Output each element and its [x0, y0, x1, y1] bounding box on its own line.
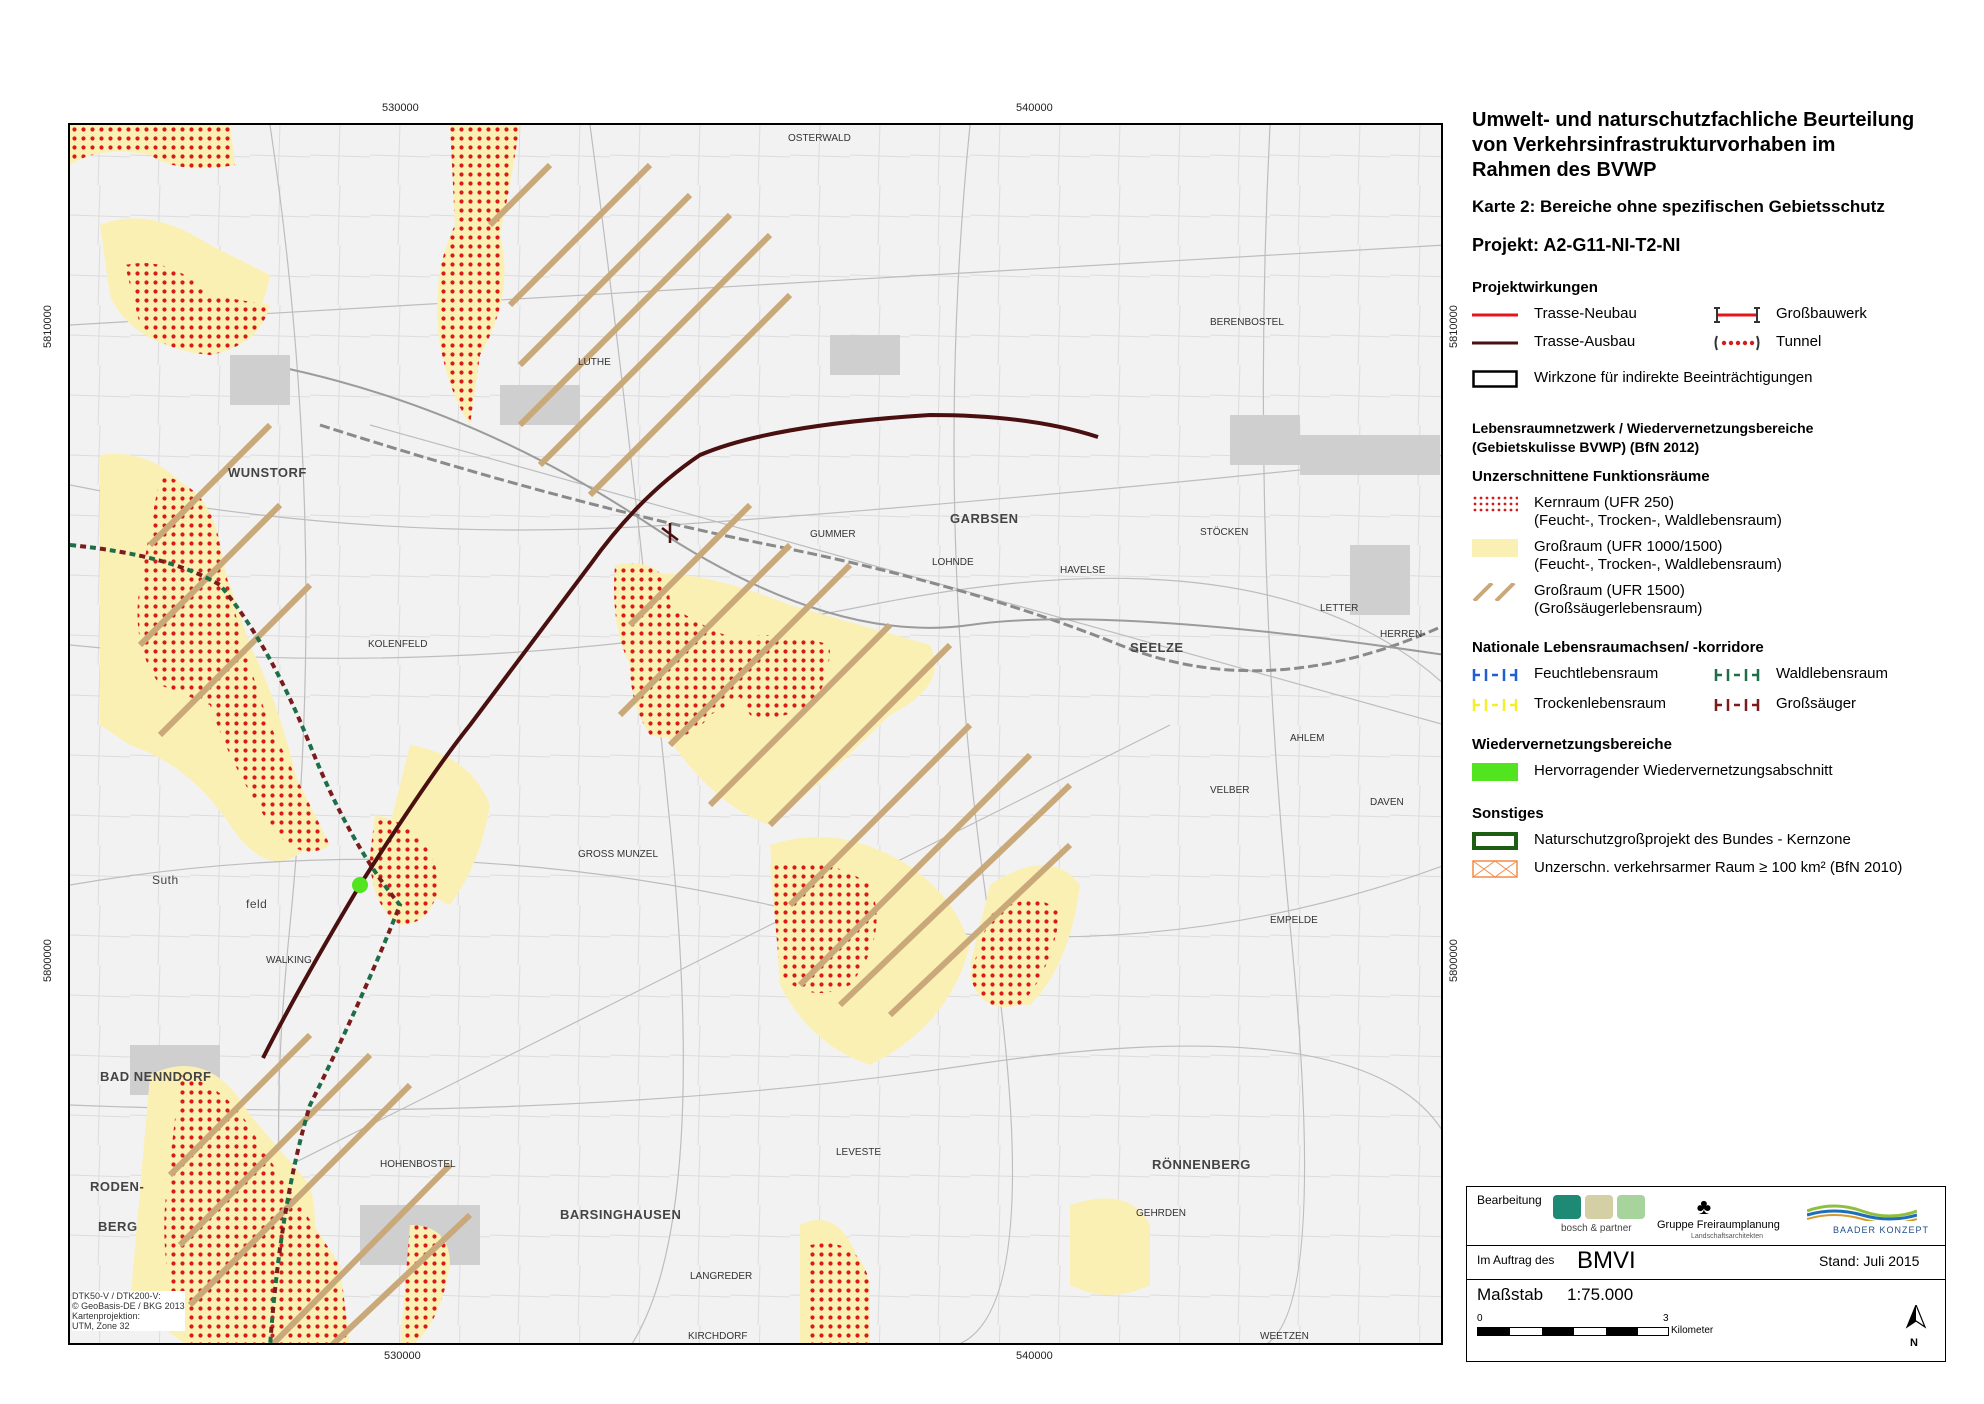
place-seelze: SEELZE: [1130, 640, 1184, 655]
copyright-line-1: DTK50-V / DTK200-V:: [72, 1291, 161, 1301]
legend-label-wald: Waldlebensraum: [1776, 665, 1888, 682]
baader-wave-icon: [1807, 1201, 1917, 1221]
legend-heading-wiedervernetzung: Wiedervernetzungsbereiche: [1472, 736, 1672, 753]
kernraum-line-1: Kernraum (UFR 250): [1534, 494, 1675, 511]
place-wunstorf: WUNSTORF: [228, 465, 307, 480]
auftrag-label: Im Auftrag des: [1477, 1253, 1555, 1267]
scale-bar: [1477, 1327, 1669, 1336]
legend-row-trocken-grosssaeuger: [1472, 695, 1972, 725]
grossraum-symbol: [1472, 539, 1518, 557]
kernraum-line-2: (Feucht-, Trocken-, Waldlebensraum): [1534, 512, 1782, 529]
hervorragend-symbol: [1472, 763, 1518, 781]
bearbeitung-label: Bearbeitung: [1477, 1193, 1542, 1207]
north-arrow-icon: [1905, 1305, 1927, 1335]
grossraum1500-symbol: [1472, 583, 1518, 601]
place-letter: LETTER: [1320, 603, 1359, 614]
map-title: [1472, 108, 1972, 183]
legend-row-wirkzone: [1472, 369, 1972, 397]
legend-row-naturschutz: [1472, 831, 1972, 859]
legend-label-tunnel: Tunnel: [1776, 333, 1822, 350]
coord-x-top-right: 540000: [1016, 102, 1053, 114]
legend-label-grosssaeuger: Großsäuger: [1776, 695, 1857, 712]
grossraum-line-2: (Feucht-, Trocken-, Waldlebensraum): [1534, 556, 1782, 573]
grossraum1500-line-1: Großraum (UFR 1500): [1534, 582, 1685, 599]
map-frame[interactable]: [68, 123, 1443, 1345]
tunnel-symbol: [1714, 334, 1760, 352]
firm3-name: BAADER KONZEPT: [1833, 1225, 1930, 1235]
title-line-1: Umwelt- und naturschutzfachliche Beurteilung: [1472, 109, 1915, 131]
place-kolenfeld: KOLENFELD: [368, 639, 428, 650]
place-lohnde: LOHNDE: [932, 557, 974, 568]
legend-heading-lebensraum: [1472, 419, 1972, 457]
place-berg: BERG: [98, 1219, 138, 1234]
legend-label-grossraum: [1534, 538, 1782, 574]
place-herren: HERREN-: [1380, 629, 1426, 640]
scale-zero: 0: [1477, 1313, 1483, 1324]
place-feld: feld: [246, 897, 268, 911]
coord-x-bottom-left: 530000: [384, 1350, 421, 1362]
place-kirchdorf: KIRCHDORF: [688, 1331, 748, 1342]
place-gehrden: GEHRDEN: [1136, 1208, 1187, 1219]
trocken-symbol: [1472, 696, 1518, 714]
coord-y-right-bottom: 5800000: [1448, 939, 1460, 982]
legend-label-grossraum1500: [1534, 582, 1702, 618]
copyright-line-2: © GeoBasis-DE / BKG 2013: [72, 1301, 185, 1311]
legend-row-trasse-ausbau: [1472, 333, 1972, 361]
place-stoecken: STÖCKEN: [1200, 527, 1249, 538]
place-suth: Suth: [152, 873, 179, 887]
feucht-symbol: [1472, 666, 1518, 684]
legend-label-hervorragend: Hervorragender Wiedervernetzungsabschnitt: [1534, 762, 1833, 779]
scale-unit: Kilometer: [1671, 1325, 1714, 1336]
scale-three: 3: [1663, 1313, 1669, 1324]
coord-y-left-top: 5810000: [42, 305, 54, 348]
copyright-line-3: Kartenprojektion:: [72, 1311, 141, 1321]
tree-icon: ♣: [1696, 1194, 1712, 1219]
bosch-partner-logo: [1553, 1195, 1653, 1219]
naturschutz-symbol: [1472, 832, 1518, 850]
grossraum-line-1: Großraum (UFR 1000/1500): [1534, 538, 1723, 555]
coord-x-bottom-right: 540000: [1016, 1350, 1053, 1362]
place-langreder: LANGREDER: [690, 1271, 753, 1282]
map-subtitle: Karte 2: Bereiche ohne spezifischen Gebietsschutz: [1472, 197, 1885, 216]
place-ahlem: AHLEM: [1290, 733, 1325, 744]
kernraum-symbol: [1472, 495, 1518, 513]
legend-label-wirkzone: Wirkzone für indirekte Beeinträchtigungen: [1534, 369, 1813, 386]
legend-heading-projektwirkungen: Projektwirkungen: [1472, 279, 1598, 296]
lebensraum-heading-line-2: (Gebietskulisse BVWP) (BfN 2012): [1472, 439, 1700, 455]
wirkzone-symbol: [1472, 370, 1518, 388]
title-line-2: von Verkehrsinfrastrukturvorhaben im: [1472, 134, 1836, 156]
firm1-name: bosch & partner: [1561, 1223, 1632, 1234]
legend-label-unzerschn: Unzerschn. verkehrsarmer Raum ≥ 100 km² (BfN 2010): [1534, 859, 1903, 876]
place-weetzen: WEETZEN: [1260, 1331, 1309, 1342]
legend-heading-nationale: Nationale Lebensraumachsen/ -korridore: [1472, 639, 1764, 656]
place-velber: VELBER: [1210, 785, 1250, 796]
place-gross-munzel: GROSS MUNZEL: [578, 849, 659, 860]
lebensraum-heading-line-1: Lebensraumnetzwerk / Wiedervernetzungsbereiche: [1472, 420, 1814, 436]
coord-y-left-bottom: 5800000: [42, 939, 54, 982]
grossraum1500-line-2: (Großsäugerlebensraum): [1534, 600, 1703, 617]
legend-label-trasse-ausbau: Trasse-Ausbau: [1534, 333, 1636, 350]
place-garbsen: GARBSEN: [950, 511, 1019, 526]
legend-label-trasse-neubau: Trasse-Neubau: [1534, 305, 1637, 322]
place-bad-nenndorf: BAD NENNDORF: [100, 1069, 212, 1084]
trasse-ausbau-symbol: [1472, 334, 1518, 352]
place-ronnenberg: RÖNNENBERG: [1152, 1157, 1251, 1172]
coord-y-right-top: 5810000: [1448, 305, 1460, 348]
place-hohenbostel: HOHENBOSTEL: [380, 1159, 456, 1170]
trasse-neubau-symbol: [1472, 306, 1518, 324]
unzerschn-symbol: [1472, 860, 1518, 878]
place-empelde: EMPELDE: [1270, 915, 1318, 926]
legend-row-hervorragend: [1472, 762, 1972, 790]
place-daven: DAVEN: [1370, 797, 1404, 808]
place-walking: WALKING: [266, 955, 312, 966]
place-osterwald: OSTERWALD: [788, 133, 851, 144]
grosssaeuger-symbol: [1714, 696, 1760, 714]
place-berenbostel: BERENBOSTEL: [1210, 317, 1284, 328]
north-label: N: [1910, 1337, 1918, 1349]
auftrag-value: BMVI: [1577, 1247, 1636, 1274]
legend-heading-sonstiges: Sonstiges: [1472, 805, 1544, 822]
grossbauwerk-symbol: [1714, 306, 1760, 324]
firm2-sub: Landschaftsarchitekten: [1691, 1233, 1763, 1240]
legend-label-grossbauwerk: Großbauwerk: [1776, 305, 1867, 322]
legend-heading-unzerschnittene: Unzerschnittene Funktionsräume: [1472, 468, 1710, 485]
legend-row-grossraum1500: [1472, 582, 1972, 630]
legend-label-trocken: Trockenlebensraum: [1534, 695, 1667, 712]
firm2-name: Gruppe Freiraumplanung: [1657, 1219, 1780, 1231]
legend-row-kernraum: [1472, 494, 1972, 538]
map-copyright: [72, 1291, 185, 1331]
massstab-label: Maßstab: [1477, 1285, 1544, 1304]
coord-x-top-left: 530000: [382, 102, 419, 114]
stand-label: Stand: Juli 2015: [1819, 1253, 1920, 1269]
legend-row-unzerschn: [1472, 859, 1972, 887]
title-block: [1466, 1186, 1946, 1362]
place-gummer: GUMMER: [810, 529, 856, 540]
place-leveste: LEVESTE: [836, 1147, 882, 1158]
copyright-line-4: UTM, Zone 32: [72, 1321, 130, 1331]
legend-label-feucht: Feuchtlebensraum: [1534, 665, 1659, 682]
title-line-3: Rahmen des BVWP: [1472, 159, 1657, 181]
wald-symbol: [1714, 666, 1760, 684]
legend-row-feucht-wald: [1472, 665, 1972, 695]
project-id: Projekt: A2-G11-NI-T2-NI: [1472, 235, 1681, 255]
legend-label-kernraum: [1534, 494, 1782, 530]
legend-row-grossraum: [1472, 538, 1972, 582]
place-roden: RODEN-: [90, 1179, 145, 1194]
legend-label-naturschutz: Naturschutzgroßprojekt des Bundes - Kernzone: [1534, 831, 1851, 848]
place-havelse: HAVELSE: [1060, 565, 1106, 576]
massstab-value: 1:75.000: [1567, 1285, 1634, 1304]
legend-row-trasse-neubau: [1472, 305, 1972, 333]
place-luthe: LUTHE: [578, 357, 611, 368]
legend-panel: [1472, 108, 1972, 887]
wiedervernetzung-spot: [352, 877, 368, 893]
place-barsinghausen: BARSINGHAUSEN: [560, 1207, 682, 1222]
